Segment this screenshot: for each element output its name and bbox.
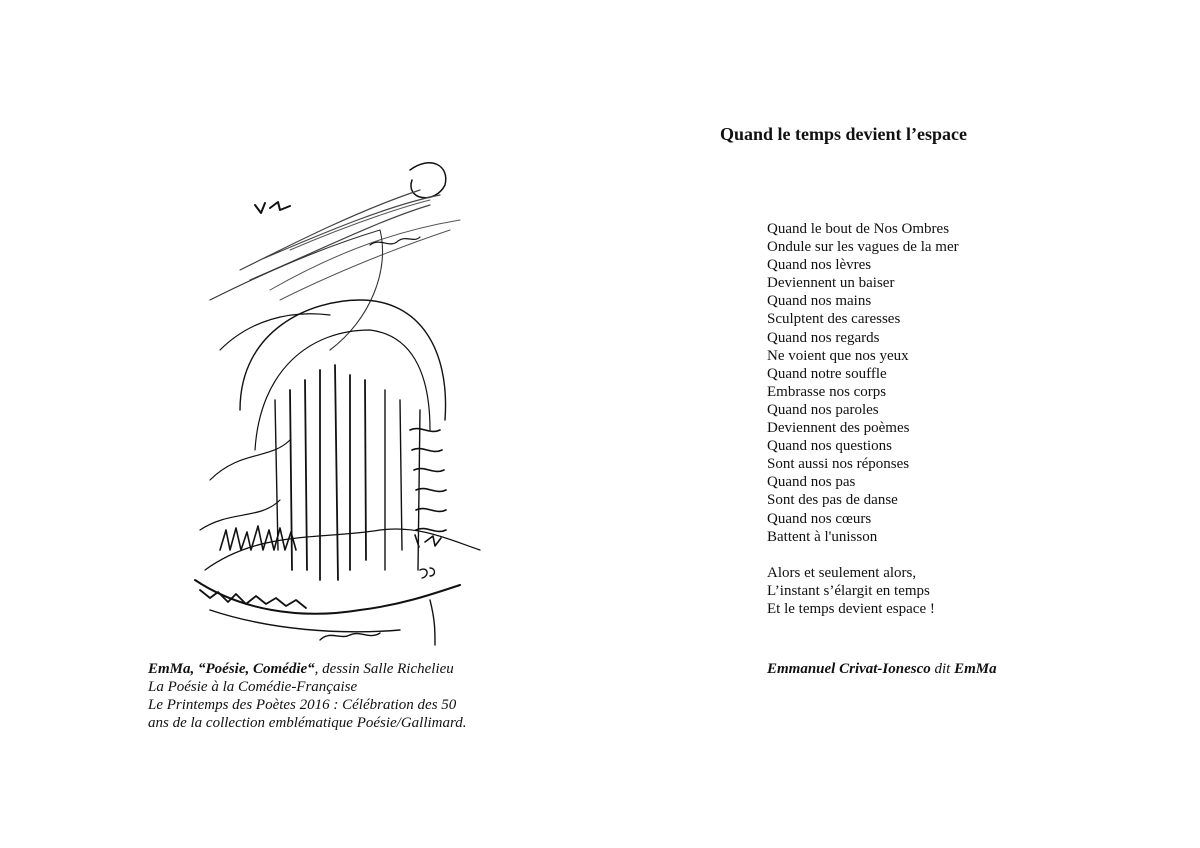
poem-line: Quand notre souffle <box>767 365 887 382</box>
poem-line: Embrasse nos corps <box>767 383 887 400</box>
caption-line-1-rest: , dessin Salle Richelieu <box>314 661 454 677</box>
caption-line-1 <box>148 660 548 678</box>
poem-line: Sont aussi nos réponses <box>767 456 910 473</box>
caption-artwork-title: “Poésie, Comédie“ <box>198 661 315 677</box>
ink-sketch-illustration <box>180 150 500 650</box>
signature-alias: EmMa <box>954 661 997 677</box>
poem-line: Quand nos lèvres <box>767 257 872 274</box>
poem-signature <box>767 661 997 678</box>
poem-line: Quand nos cœurs <box>767 510 872 527</box>
stanza-break <box>767 546 1147 564</box>
poem-line: Battent à l'unisson <box>767 528 878 545</box>
poem-line: Et le temps devient espace ! <box>767 600 935 617</box>
poem-line: Deviennent des poèmes <box>767 420 910 437</box>
poem-line: L’instant s’élargit en temps <box>767 582 930 599</box>
poem-line: Quand nos paroles <box>767 401 879 418</box>
caption-author: EmMa, <box>148 661 199 677</box>
poem-line: Quand nos mains <box>767 293 872 310</box>
signature-name: Emmanuel Crivat-Ionesco <box>767 661 931 677</box>
poem-line: Quand nos pas <box>767 474 856 491</box>
poem-line: Alors et seulement alors, <box>767 564 917 581</box>
poem-line: Ne voient que nos yeux <box>767 347 909 364</box>
illustration-caption <box>148 660 548 732</box>
poem-line: Quand nos questions <box>767 438 892 455</box>
poem-body <box>767 220 1147 618</box>
caption-line-2: La Poésie à la Comédie-Française <box>148 679 358 695</box>
poem-line: Sont des pas de danse <box>767 492 898 509</box>
poem-title: Quand le temps devient l’espace <box>720 124 967 144</box>
caption-line-4: ans de la collection emblématique Poésie/Gallimard. <box>148 715 467 731</box>
poem-line: Deviennent un baiser <box>767 275 895 292</box>
poem-line: Quand nos regards <box>767 329 880 346</box>
poem-line: Quand le bout de Nos Ombres <box>767 221 950 237</box>
poem-line: Ondule sur les vagues de la mer <box>767 239 959 256</box>
signature-dit: dit <box>930 661 955 677</box>
poem-line: Sculptent des caresses <box>767 311 901 328</box>
caption-line-3: Le Printemps des Poètes 2016 : Célébration des 50 <box>148 697 457 713</box>
